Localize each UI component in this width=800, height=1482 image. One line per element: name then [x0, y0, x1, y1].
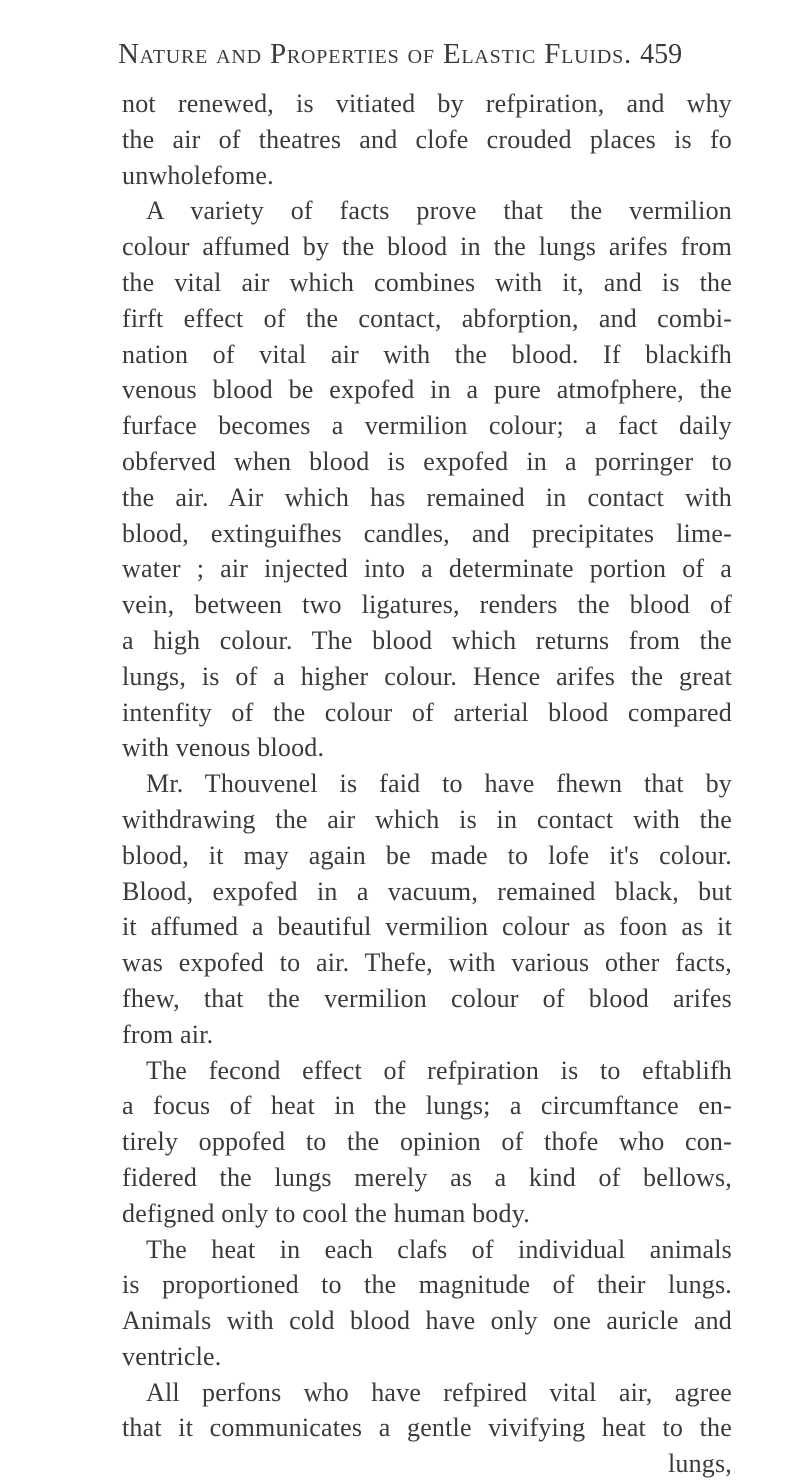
text-line: not renewed, is vitiated by refpiration, and why: [122, 89, 732, 118]
text-line: lungs, is of a higher colour. Hence arifes the great: [122, 661, 732, 691]
text-line: tirely oppofed to the opinion of thofe who con-: [122, 1127, 732, 1157]
text-line: water ; air injected into a determinate portion of a: [122, 554, 732, 584]
text-line: blood, extinguifhes candles, and precipitates lime-: [122, 518, 732, 548]
paragraph-start-line: The heat in each clafs of individual animals: [146, 1234, 732, 1264]
text-line: it affumed a beautiful vermilion colour as foon as it: [122, 912, 732, 942]
text-line: a focus of heat in the lungs; a circumftance en-: [122, 1091, 732, 1121]
text-line: that it communicates a gentle vivifying heat to the: [122, 1413, 732, 1443]
page-number: 459: [640, 39, 683, 70]
text-line: ventricle.: [122, 1341, 222, 1371]
text-line: is proportioned to the magnitude of their lungs.: [122, 1270, 732, 1300]
catchword-line: lungs,: [667, 1449, 732, 1479]
text-line: withdrawing the air which is in contact with the: [122, 804, 732, 834]
text-line: fhew, that the vermilion colour of blood arifes: [122, 983, 732, 1013]
text-line: vein, between two ligatures, renders the blood of: [122, 590, 732, 620]
text-line: Blood, expofed in a vacuum, remained black, but: [122, 876, 732, 906]
text-line: defigned only to cool the human body.: [122, 1198, 530, 1228]
text-line: with venous blood.: [122, 733, 325, 763]
text-line: the vital air which combines with it, and is the: [122, 267, 732, 297]
text-line: was expofed to air. Thefe, with various other facts,: [122, 948, 732, 978]
text-line: Animals with cold blood have only one auricle and: [122, 1306, 732, 1336]
text-line: nation of vital air with the blood. If blackifh: [122, 339, 732, 369]
running-head: [0, 38, 800, 71]
text-line: firft effect of the contact, abforption, and combi-: [122, 303, 732, 333]
paragraph-start-line: A variety of facts prove that the vermilion: [146, 196, 732, 226]
text-line: obferved when blood is expofed in a porringer to: [122, 446, 732, 476]
text-line: unwholefome.: [122, 160, 274, 190]
text-line: fidered the lungs merely as a kind of bellows,: [122, 1162, 732, 1192]
paragraph-start-line: The fecond effect of refpiration is to eftablifh: [146, 1055, 732, 1085]
text-line: venous blood be expofed in a pure atmofphere, the: [122, 375, 732, 405]
text-line: the air of theatres and clofe crouded places is fo: [122, 124, 732, 154]
paragraph-start-line: Mr. Thouvenel is faid to have fhewn that by: [146, 769, 732, 799]
text-line: furface becomes a vermilion colour; a fact daily: [122, 411, 732, 441]
text-line: blood, it may again be made to lofe it's colour.: [122, 840, 732, 870]
body-text: [122, 86, 732, 1482]
paragraph-start-line: All perfons who have refpired vital air, agree: [146, 1377, 732, 1407]
text-line: the air. Air which has remained in contact with: [122, 482, 732, 512]
running-title: Nature and Properties of Elastic Fluids.: [117, 38, 633, 70]
text-line: from air.: [122, 1019, 214, 1049]
text-line: a high colour. The blood which returns from the: [122, 625, 732, 655]
text-line: colour affumed by the blood in the lungs arifes from: [122, 232, 732, 262]
text-line: intenfity of the colour of arterial blood compared: [122, 697, 732, 727]
